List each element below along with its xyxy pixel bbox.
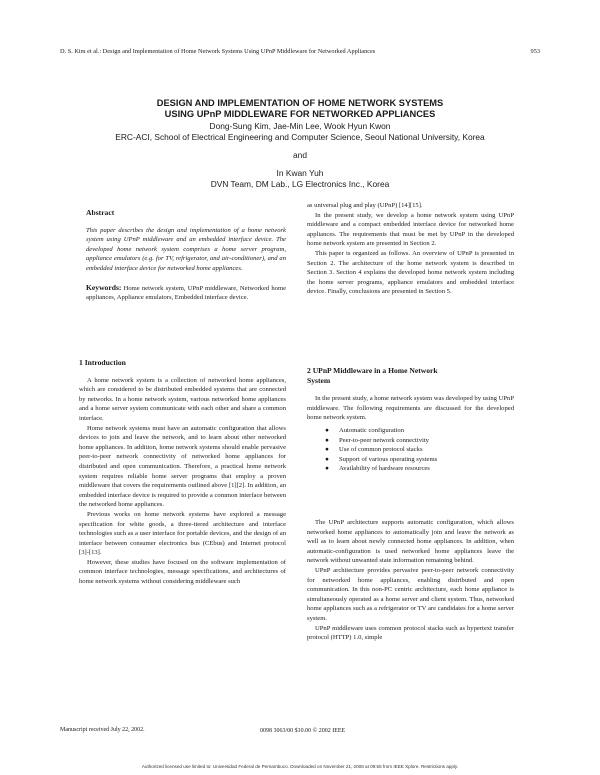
intro-paragraph: However, these studies have focused on the software implementation of common interface technologies, message specifications, and architectures of home network systems without considering middleware such: [79, 558, 286, 586]
list-item: ● Automatic configuration: [325, 427, 405, 434]
list-item: ● Support of various operating systems: [325, 455, 438, 463]
bullet-icon: ●: [325, 446, 329, 454]
author-affiliation-1: ERC-ACI, School of Electrical Engineering and Computer Science, Seoul National University, Korea: [115, 131, 485, 142]
section-2: [307, 366, 514, 423]
overview-paragraph: In the present study, we develop a home network system using UPnP middleware and a compact embedded interface device for networked home appliances. The requirements that must be met by UPnP in the developed home network system are presented in Section 2.: [307, 211, 514, 248]
continuation-text: as universal plug and play (UPnP) [14][15].: [307, 202, 423, 209]
abstract-heading: Abstract: [86, 208, 115, 217]
author-name-2: In Kwan Yuh: [276, 168, 324, 178]
section-2-paragraph: UPnP middleware uses common protocol stacks such as hypertext transfer protocol (HTTP) 1.0, simple: [307, 624, 514, 642]
page-number: 953: [530, 48, 540, 55]
requirements-list: [325, 426, 515, 474]
section-2-body: [307, 518, 514, 643]
running-header: [60, 48, 540, 58]
list-item: ● Use of common protocol stacks: [325, 446, 423, 454]
bullet-icon: ●: [325, 455, 329, 463]
list-item: ● Availability of hardware resources: [325, 465, 430, 473]
paper-title: [60, 98, 540, 120]
paper-title-line-2: USING UPnP MIDDLEWARE FOR NETWORKED APPLIANCES: [164, 109, 436, 119]
author-block-2: [60, 168, 540, 189]
bullet-icon: ●: [325, 465, 329, 473]
introduction-heading: 1 Introduction: [79, 358, 126, 367]
author-names: Dong-Sung Kim, Jae-Min Lee, Wook Hyun Kwon: [209, 121, 391, 131]
keywords-label: Keywords:: [86, 282, 122, 292]
keywords: [86, 283, 286, 303]
section-2-heading-line-1: 2 UPnP Middleware in a Home Network: [307, 366, 438, 375]
authorized-use-notice: Authorized licensed use limited to: Universidad Federal de Pernambuco. Downloaded on November 21, 2008 at 09:55 from IEEE Xplore. Restrictions apply.: [141, 764, 459, 769]
section-2-paragraph: The UPnP architecture supports automatic configuration, which allows networked home appliances to automatically join and leave the network as well as to learn about newly connected home appliances. In addition, when automatic-configuration is used networked home appliances leave the network without unwanted state information remaining behind.: [307, 519, 514, 565]
copyright-notice: 0098 3063/00 $10.00 © 2002 IEEE: [260, 728, 346, 734]
author-conjunction: and: [293, 150, 307, 160]
abstract-text: This paper describes the design and implementation of a home network system using UPnP middleware and an embedded interface device. The developed home network system comprises a home server program, appliance emulators (e.g. for TV, refrigerator, and air-conditioner), and an embedded interface device for networked home appliances.: [86, 226, 286, 272]
right-column-top: [307, 201, 514, 297]
section-2-paragraph: UPnP architecture provides pervasive peer-to-peer network connectivity for networked home appliances, enabling distributed and open communication. In this non-PC centric architecture, each home appliance is simultaneously operated as a home server and client system. Thus, networked home appliances such as a refrigerator or TV are candidates for a home server system.: [307, 566, 514, 622]
introduction-section: [79, 358, 286, 587]
manuscript-received: Manuscript received July 22, 2002.: [60, 727, 145, 733]
bullet-icon: ●: [325, 436, 329, 444]
overview-paragraph: This paper is organized as follows. An overview of UPnP is presented in Section 2. The architecture of the home network system is described in Section 3. Section 4 explains the developed home network system including the home server programs, appliance emulators and embedded interface device. Finally, conclusions are presented in Section 5.: [307, 249, 514, 296]
intro-paragraph: Previous works on home network systems have explored a message specification for white goods, a three-tiered architecture and interface technologies such as a user interface for portable devices, and the design of an interface between consumer electronics bus (CEbus) and Internet protocol [3]-[13].: [79, 510, 286, 557]
section-2-intro: In the present study, a home network system was developed by using UPnP middleware. The following requirements are discussed for the developed home network system.: [307, 395, 515, 422]
intro-paragraph: Home network systems must have an automatic configuration that allows devices to join and leave the network, and to learn about other networked home appliances. In addition, home network systems should enable pervasive peer-to-peer network connectivity of networked home appliances for distributed and open communication. Therefore, a practical home network system requires reliable home server programs that employ a proven middleware that covers the requirements outlined above [1][2]. In addition, an embedded interface device is required to provide a common interface between the networked home appliances.: [79, 424, 286, 509]
section-2-heading: [307, 366, 514, 385]
running-header-title: D. S. Kim et al.: Design and Implementation of Home Network Systems Using UPnP Middleware for Networked Appliances: [60, 48, 376, 55]
intro-paragraph: A home network system is a collection of networked home appliances, which are considered to be distributed embedded systems that are connected by networks. In a home network system, various networked home appliances and a home server system communicate with each other and share a common interface.: [79, 376, 286, 422]
keywords-text: Home network system, UPnP middleware, Networked home appliances, Appliance emulators, Embedded interface device.: [86, 284, 286, 302]
bullet-icon: ●: [325, 427, 329, 434]
section-2-heading-line-2: System: [307, 375, 331, 385]
author-affiliation-2: DVN Team, DM Lab., LG Electronics Inc., Korea: [210, 178, 390, 189]
author-block-1: [60, 121, 540, 142]
paper-title-line-1: DESIGN AND IMPLEMENTATION OF HOME NETWORK SYSTEMS: [156, 98, 444, 108]
list-item: ● Peer-to-peer network connectivity: [325, 436, 429, 444]
abstract-section: [86, 208, 286, 303]
